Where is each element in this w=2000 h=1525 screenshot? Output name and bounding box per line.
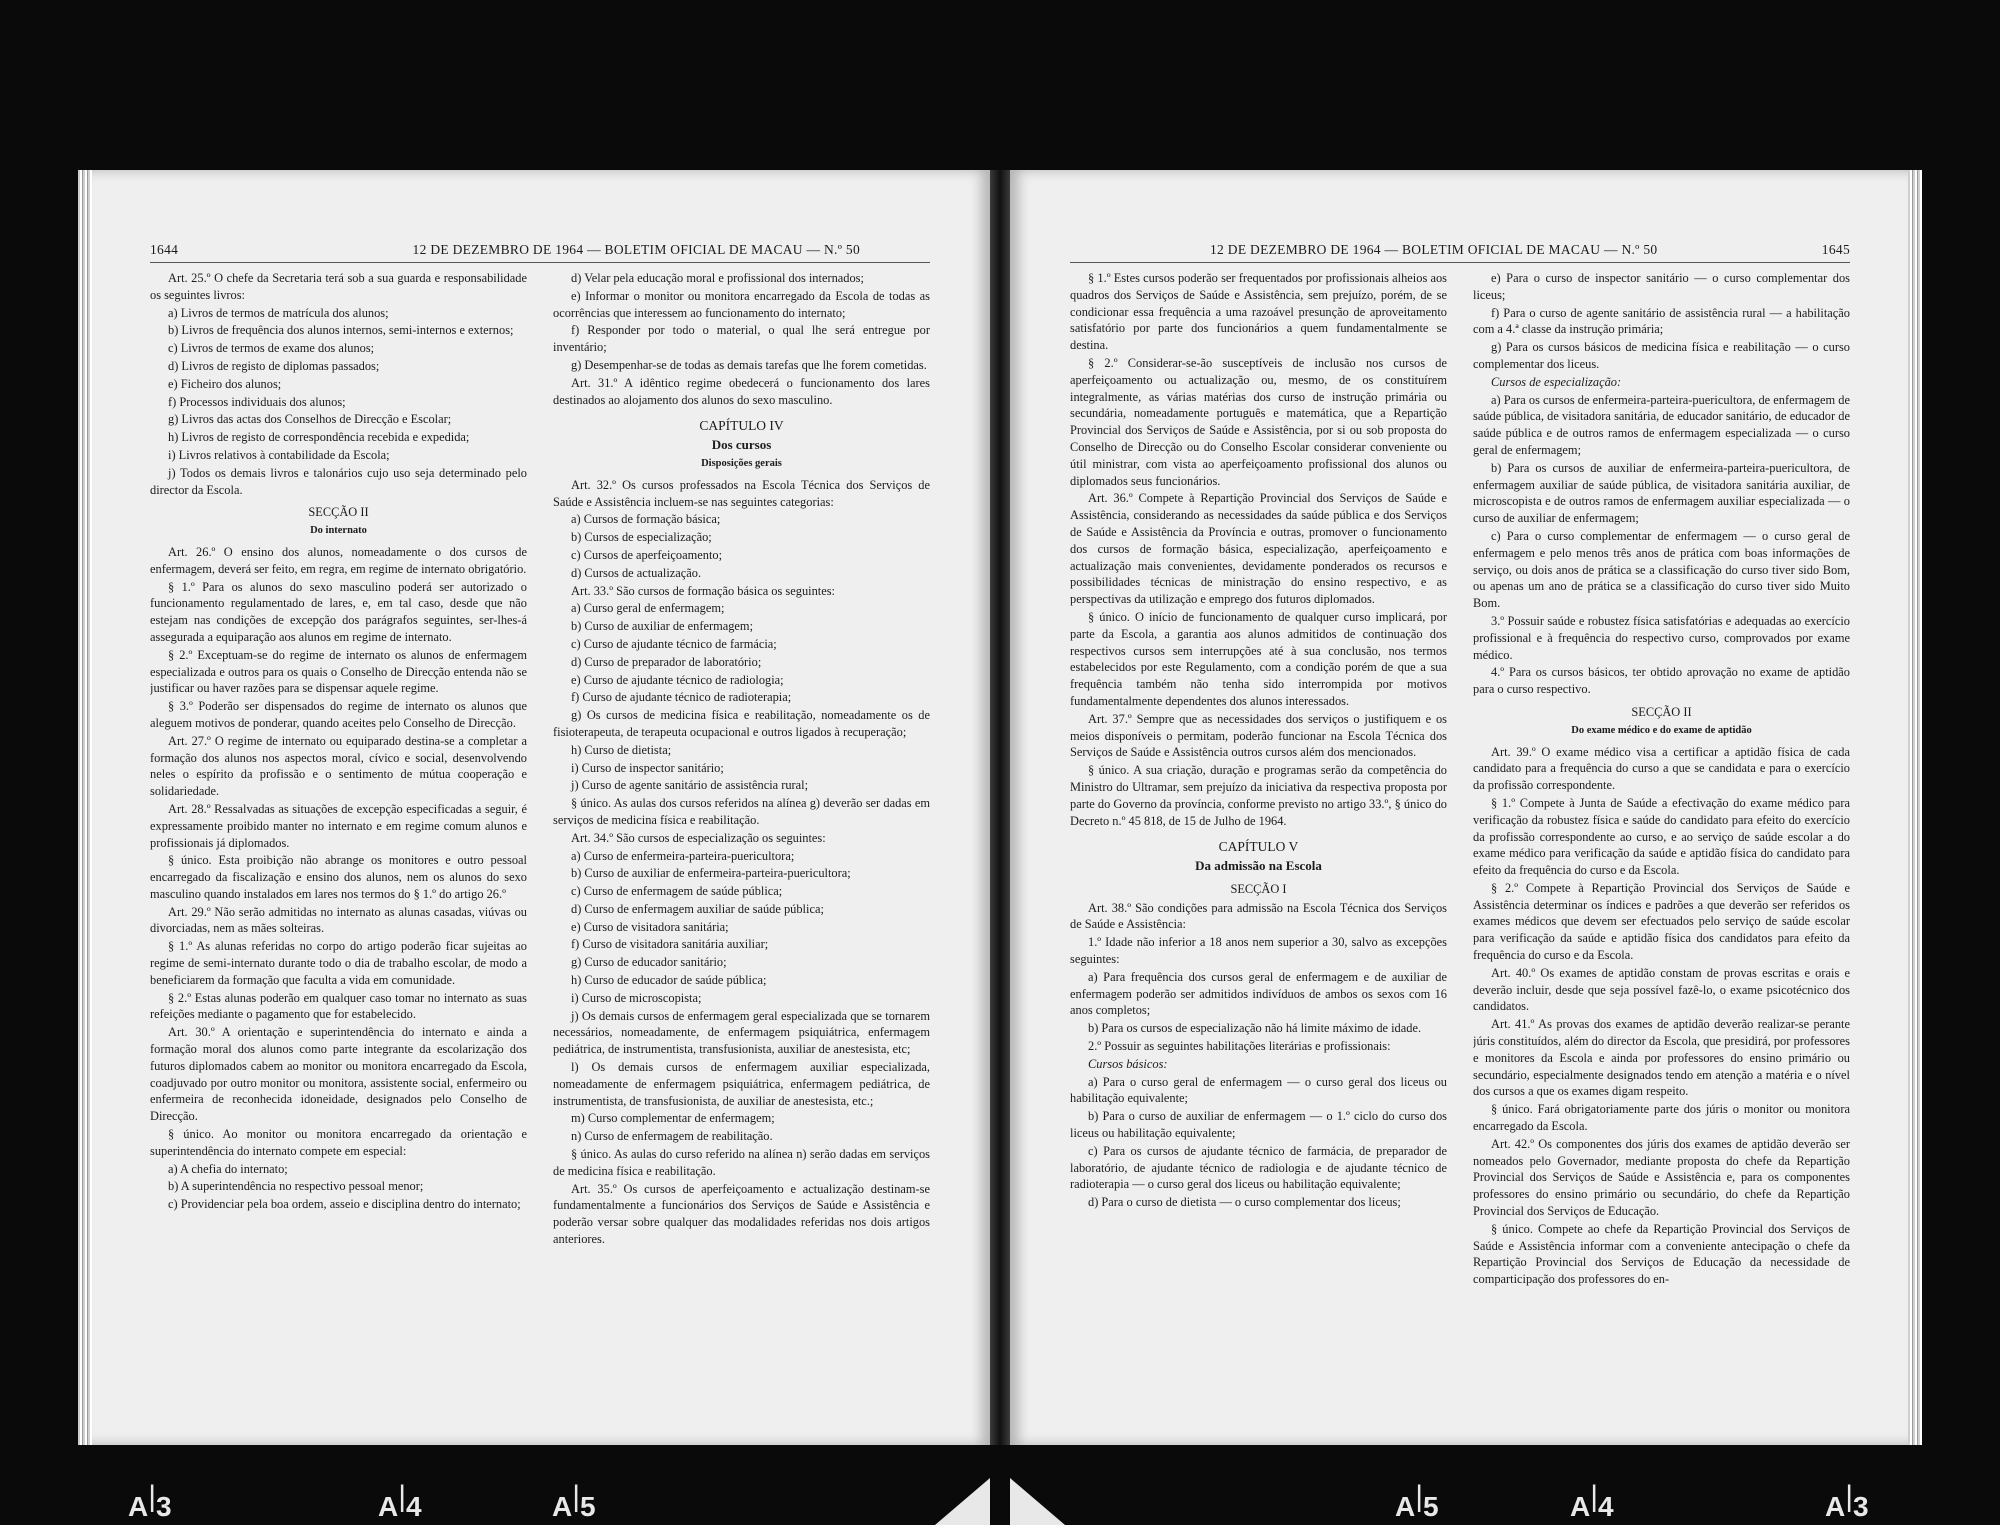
section-heading: Dos cursos bbox=[711, 437, 772, 453]
film-marker: A|3 bbox=[128, 1480, 172, 1522]
paragraph: h) Curso de educador de saúde pública; bbox=[571, 973, 767, 988]
paragraph: b) Para os cursos de especialização não há limite máximo de idade. bbox=[1088, 1021, 1422, 1036]
section-heading: Cursos básicos: bbox=[1088, 1056, 1168, 1071]
paragraph: g) Livros das actas dos Conselhos de Direcção e Escolar; bbox=[168, 412, 452, 427]
header-rule bbox=[150, 262, 930, 263]
page-edge bbox=[78, 170, 92, 1445]
paragraph: Art. 35.º Os cursos de aperfeiçoamento e actualização destinam-se fundamentalmente a funcionários dos Serviços de Saúde e Assistência e poderão versar sobre qualquer das modalidades referidas nos dois artigos anteriores. bbox=[553, 1181, 930, 1247]
paragraph: 1.º Idade não inferior a 18 anos nem superior a 30, salvo as excepções seguintes: bbox=[1070, 935, 1447, 967]
section-heading: Do exame médico e do exame de aptidão bbox=[1571, 724, 1752, 736]
paragraph: b) Para o curso de auxiliar de enfermagem — o 1.º ciclo do curso dos liceus ou habilitação equivalente; bbox=[1070, 1109, 1447, 1141]
paragraph: d) Curso de enfermagem auxiliar de saúde pública; bbox=[571, 901, 824, 916]
book-gutter bbox=[990, 170, 1010, 1445]
paragraph: § único. Esta proibição não abrange os monitores e outro pessoal encarregado da fiscalização e ensino dos alunos, nem os alunos do sexo masculino quando instalados em lares nos termos do § 1.º do artigo 26.º bbox=[150, 853, 527, 901]
paragraph: e) Curso de visitadora sanitária; bbox=[571, 919, 729, 934]
header-rule bbox=[1070, 262, 1850, 263]
paragraph: Art. 31.º A idêntico regime obedecerá o funcionamento dos lares destinados ao alojamento dos alunos do sexo masculino. bbox=[553, 375, 930, 407]
paragraph: h) Curso de dietista; bbox=[571, 742, 672, 757]
paragraph: Art. 42.º Os componentes dos júris dos exames de aptidão deverão ser nomeados pelo Governador, mediante proposta do chefe da Repartição Provincial dos Serviços de Saúde e Assistência e, para os componentes professores do ensino primário ou secundário, do chefe da Repartição Provincial dos Serviços de Educação. bbox=[1473, 1136, 1850, 1219]
paragraph: a) Curso geral de enfermagem; bbox=[571, 601, 725, 616]
running-header: 12 DE DEZEMBRO DE 1964 — BOLETIM OFICIAL DE MACAU — N.º 50 bbox=[412, 242, 860, 257]
paragraph: § 2.º Exceptuam-se do regime de internato os alunos de enfermagem especializada e outros para os quais o Conselho de Direcção entenda não se justificar ou haver razões para se dispensar aquele regime. bbox=[150, 647, 527, 696]
paragraph: i) Curso de inspector sanitário; bbox=[571, 760, 724, 775]
paragraph: Art. 38.º São condições para admissão na Escola Técnica dos Serviços de Saúde e Assistência: bbox=[1070, 900, 1447, 932]
paragraph: a) Para os cursos de enfermeira-parteira-puericultora, de enfermagem de saúde pública, de visitadora sanitária, de educador sanitário, de educador de saúde pública e de outros ramos de enfermagem especializada — o curso geral de enfermagem; bbox=[1473, 392, 1850, 457]
paragraph: f) Responder por todo o material, o qual lhe será entregue por inventário; bbox=[553, 323, 930, 355]
paragraph: Art. 36.º Compete à Repartição Provincial dos Serviços de Saúde e Assistência, considerando as necessidades da saúde pública e dos Serviços de Saúde e Assistência da Província e outras, promover o funcionamento dos cursos de formação básica, especialização, aperfeiçoamento e actualização mais convenientes, devidamente ponderados os recursos e possibilidades técnicas de ministração do ensino respectivo, e as perspectivas da utilização e emprego dos futuros diplomados. bbox=[1070, 491, 1447, 607]
paragraph: a) A chefia do internato; bbox=[168, 1161, 288, 1176]
paragraph: Art. 33.º São cursos de formação básica os seguintes: bbox=[571, 583, 835, 598]
left-page bbox=[90, 170, 990, 1445]
section-heading: SECÇÃO II bbox=[1631, 704, 1692, 719]
page-number: 1644 bbox=[150, 242, 179, 257]
paragraph: j) Todos os demais livros e talonários cujo uso seja determinado pelo director da Escola. bbox=[150, 465, 527, 497]
film-marker: A|4 bbox=[1570, 1480, 1614, 1522]
paragraph: f) Processos individuais dos alunos; bbox=[168, 394, 346, 409]
paragraph: d) Livros de registo de diplomas passados; bbox=[168, 358, 380, 373]
paragraph: § 2.º Compete à Repartição Provincial dos Serviços de Saúde e Assistência determinar os índices e padrões a que deverão ser referidos os exames médicos que devem ser efectuados pelo serviço de saúde escolar para verificação da saúde e aptidão física dos candidatos para efeito da frequência do curso e da Escola. bbox=[1473, 880, 1850, 963]
paragraph: i) Livros relativos à contabilidade da Escola; bbox=[168, 447, 390, 462]
paragraph: c) Providenciar pela boa ordem, asseio e disciplina dentro do internato; bbox=[168, 1197, 521, 1212]
paragraph: b) Curso de auxiliar de enfermagem; bbox=[571, 619, 754, 634]
left-page-column-1 bbox=[150, 270, 527, 1385]
section-heading: Do internato bbox=[310, 525, 367, 537]
paragraph: § único. As aulas do curso referido na alínea n) serão dadas em serviços de medicina física e reabilitação. bbox=[553, 1147, 930, 1178]
paragraph: b) Para os cursos de auxiliar de enfermeira-parteira-puericultora, de enfermagem auxiliar de saúde pública, de visitadora sanitária auxiliar, de microscopista e de outros ramos de enfermagem auxiliar especializada — o curso de auxiliar de enfermagem; bbox=[1473, 460, 1850, 526]
paragraph: Art. 30.º A orientação e superintendência do internato e ainda a formação moral dos alunos como parte integrante da escolarização dos futuros diplomados cabem ao monitor ou monitora encarregado da Escola, coadjuvado por outro monitor ou monitora, assistente social, enfermeiro ou enfermeira de reconhecida idoneidade, designados pelo Conselho de Direcção. bbox=[150, 1025, 527, 1124]
paragraph: § 1.º As alunas referidas no corpo do artigo poderão ficar sujeitas ao regime de semi-internato durante todo o dia de trabalho escolar, de modo a beneficiarem da formação que faculta a vida em comunidade. bbox=[150, 939, 527, 987]
paragraph: Art. 27.º O regime de internato ou equiparado destina-se a completar a formação dos alunos nos aspectos moral, cívico e social, desenvolvendo neles o espírito da profissão e o sentimento de mútua cooperação e solidariedade. bbox=[150, 733, 527, 799]
paragraph: § 1.º Para os alunos do sexo masculino poderá ser autorizado o funcionamento regulamentado de lares, e, em tal caso, desde que não estejam nas condições de excepção dos parágrafos seguintes, ser-lhes-á assegurada a equiparação aos alunos em regime de internato. bbox=[150, 579, 527, 644]
paragraph: f) Para o curso de agente sanitário de assistência rural — a habilitação com a 4.ª classe da instrução primária; bbox=[1473, 305, 1850, 337]
paragraph: a) Para o curso geral de enfermagem — o curso geral dos liceus ou habilitação equivalente; bbox=[1070, 1074, 1447, 1106]
paragraph: b) Curso de auxiliar de enfermeira-parteira-puericultora; bbox=[571, 866, 851, 881]
paragraph: c) Para o curso complementar de enfermagem — o curso geral de enfermagem e pelo menos três anos de prática com boas informações de serviço, ou dois anos de prática se a classificação do curso tiver sido Bom, ou apenas um ano de prática se a classificação do curso tiver sido Muito Bom. bbox=[1473, 528, 1850, 611]
paragraph: Art. 41.º As provas dos exames de aptidão deverão realizar-se perante júris constituídos, além do director da Escola, que presidirá, por professores e monitores da Escola e ainda por professores do ensino primário ou secundário, especialmente designados tendo em atenção a matéria e o nível dos cursos a que os exames digam respeito. bbox=[1473, 1017, 1850, 1099]
paragraph: a) Cursos de formação básica; bbox=[571, 512, 721, 527]
paragraph: g) Para os cursos básicos de medicina física e reabilitação — o curso complementar dos liceus. bbox=[1473, 340, 1850, 371]
paragraph: c) Cursos de aperfeiçoamento; bbox=[571, 547, 723, 562]
paragraph: b) Livros de frequência dos alunos internos, semi-internos e externos; bbox=[168, 323, 514, 338]
right-page bbox=[1010, 170, 1910, 1445]
paragraph: j) Curso de agente sanitário de assistência rural; bbox=[571, 778, 809, 793]
paragraph: j) Os demais cursos de enfermagem geral especializada que se tornarem necessários, nomeadamente, de enfermagem psiquiátrica, enfermagem pediátrica, de instrumentista, transfusionista, auxiliar de anestesista, etc; bbox=[553, 1008, 930, 1057]
paragraph: § único. O início de funcionamento de qualquer curso implicará, por parte da Escola, a garantia aos alunos admitidos de continuação dos respectivos cursos sem interrupções até à sua conclusão, nos termos estabelecidos por este Regulamento, com a condição porém de que a sua frequência também não tenha sido interrompida por motivos fundamentalmente dependentes dos alunos interessados. bbox=[1070, 609, 1447, 708]
section-heading: SECÇÃO I bbox=[1230, 881, 1287, 896]
paragraph: e) Curso de ajudante técnico de radiologia; bbox=[571, 672, 784, 687]
paragraph: Art. 26.º O ensino dos alunos, nomeadamente o dos cursos de enfermagem, deverá ser feito, em regra, em regime de internato obrigatório. bbox=[150, 544, 527, 576]
paragraph: c) Curso de ajudante técnico de farmácia; bbox=[571, 636, 777, 651]
paragraph: § 1.º Estes cursos poderão ser frequentados por profissionais alheios aos quadros dos Serviços de Saúde e Assistência, sem prejuízo, porém, de se condicionar essa frequência a uma razoável presunção de aproveitamento satisfatório por parte dos funcionários a quem fundamentalmente se destina. bbox=[1070, 271, 1447, 353]
paragraph: f) Curso de ajudante técnico de radioterapia; bbox=[571, 690, 792, 705]
paragraph: c) Livros de termos de exame dos alunos; bbox=[168, 341, 375, 356]
paragraph: c) Curso de enfermagem de saúde pública; bbox=[571, 884, 783, 899]
paragraph: a) Livros de termos de matrícula dos alunos; bbox=[168, 305, 389, 320]
paragraph: a) Para frequência dos cursos geral de enfermagem e de auxiliar de enfermagem poderão ser admitidos indivíduos de ambos os sexos com 16 anos completos; bbox=[1070, 969, 1447, 1018]
paragraph: Art. 29.º Não serão admitidas no internato as alunas casadas, viúvas ou divorciadas, nem as mães solteiras. bbox=[150, 904, 527, 936]
film-marker: A|3 bbox=[1825, 1480, 1869, 1522]
paragraph: g) Os cursos de medicina física e reabilitação, nomeadamente os de fisioterapeuta, de terapeuta ocupacional e outros ligados à recuperação; bbox=[553, 708, 930, 739]
paragraph: Art. 28.º Ressalvadas as situações de excepção especificadas a seguir, é expressamente proibido manter no internato e em regime comum alunos e profissionais já diplomados. bbox=[150, 801, 527, 850]
paragraph: b) A superintendência no respectivo pessoal menor; bbox=[168, 1179, 424, 1194]
paragraph: g) Curso de educador sanitário; bbox=[571, 955, 727, 970]
paragraph: a) Curso de enfermeira-parteira-puericultora; bbox=[571, 848, 795, 863]
paragraph: d) Curso de preparador de laboratório; bbox=[571, 654, 762, 669]
film-marker: A|5 bbox=[552, 1480, 596, 1522]
paragraph: e) Para o curso de inspector sanitário — o curso complementar dos liceus; bbox=[1473, 271, 1850, 302]
page-edge bbox=[1908, 170, 1922, 1445]
paragraph: § único. A sua criação, duração e programas serão da competência do Ministro do Ultramar, sem prejuízo da iniciativa da respectiva proposta por parte do Governo da província, conforme previsto no artigo 33.º, § único do Decreto n.º 45 818, de 15 de Julho de 1964. bbox=[1070, 763, 1447, 828]
paragraph: § 2.º Estas alunas poderão em qualquer caso tomar no internato as suas refeições mediante o pagamento que for estabelecido. bbox=[150, 990, 527, 1022]
paragraph: i) Curso de microscopista; bbox=[571, 990, 702, 1005]
paragraph: § único. Fará obrigatoriamente parte dos júris o monitor ou monitora encarregado da Escola. bbox=[1473, 1102, 1850, 1134]
film-arrow-right bbox=[1010, 1478, 1065, 1525]
paragraph: § único. Ao monitor ou monitora encarregado da orientação e superintendência do internato compete em especial: bbox=[150, 1127, 527, 1158]
section-heading: CAPÍTULO IV bbox=[699, 418, 784, 434]
paragraph: m) Curso complementar de enfermagem; bbox=[571, 1111, 775, 1126]
paragraph: b) Cursos de especialização; bbox=[571, 530, 712, 545]
section-heading: Disposições gerais bbox=[701, 457, 782, 469]
paragraph: Art. 40.º Os exames de aptidão constam de provas escritas e orais e deverão incluir, desde que seja possível fazê-lo, o exame psicotécnico dos candidatos. bbox=[1473, 965, 1850, 1014]
paragraph: d) Cursos de actualização. bbox=[571, 565, 702, 580]
paragraph: 4.º Para os cursos básicos, ter obtido aprovação no exame de aptidão para o curso respectivo. bbox=[1473, 665, 1850, 697]
paragraph: l) Os demais cursos de enfermagem auxiliar especializada, nomeadamente de enfermagem psiquiátrica, enfermagem pediátrica, de instrumentista, de transfusionista, de auxiliar de anestesista, etc.; bbox=[553, 1060, 930, 1108]
section-heading: Da admissão na Escola bbox=[1195, 858, 1322, 874]
paragraph: 3.º Possuir saúde e robustez física satisfatórias e adequadas ao exercício profissional e à frequência do respectivo curso, comprovados por exame médico. bbox=[1473, 613, 1850, 662]
paragraph: Art. 25.º O chefe da Secretaria terá sob a sua guarda e responsabilidade os seguintes livros: bbox=[150, 271, 527, 302]
section-heading: SECÇÃO II bbox=[308, 505, 369, 520]
paragraph: Art. 39.º O exame médico visa a certificar a aptidão física de cada candidato para a frequência do curso a que se candidata e para o exercício da profissão correspondente. bbox=[1473, 744, 1850, 793]
paragraph: Art. 32.º Os cursos professados na Escola Técnica dos Serviços de Saúde e Assistência incluem-se nas seguintes categorias: bbox=[553, 477, 930, 509]
paragraph: e) Informar o monitor ou monitora encarregado da Escola de todas as ocorrências que interessem ao funcionamento do internato; bbox=[553, 288, 930, 320]
film-marker: A|5 bbox=[1395, 1480, 1439, 1522]
paragraph: h) Livros de registo de correspondência recebida e expedida; bbox=[168, 430, 470, 445]
paragraph: § 2.º Considerar-se-ão susceptíveis de inclusão nos cursos de aperfeiçoamento ou actualização ou, mesmo, de os constituírem integralmente, as várias matérias dos curso de instrução primária ou secundária, nomeadamente português e matemática, que a Repartição Provincial dos Serviços de Saúde e Assistência, por si ou sob proposta do Conselho de Direcção ou do Conselho Escolar considerar conveniente ou útil ministrar, com vista ao aperfeiçoamento profissional dos alunos ou diplomados seus funcionários. bbox=[1070, 355, 1447, 488]
paragraph: § 1.º Compete à Junta de Saúde a efectivação do exame médico para verificação da robustez física e saúde do candidato para efeito do exercício da profissão correspondente ao curso, e ao serviço de saúde escolar a do exame médico para verificação da saúde e aptidão física do candidato para efeito da frequência do curso e da Escola. bbox=[1473, 795, 1850, 878]
section-heading: CAPÍTULO V bbox=[1218, 839, 1299, 855]
paragraph: d) Para o curso de dietista — o curso complementar dos liceus; bbox=[1088, 1195, 1401, 1210]
paragraph: 2.º Possuir as seguintes habilitações literárias e profissionais: bbox=[1088, 1039, 1391, 1054]
paragraph: g) Desempenhar-se de todas as demais tarefas que lhe forem cometidas. bbox=[571, 357, 927, 372]
paragraph: f) Curso de visitadora sanitária auxiliar; bbox=[571, 937, 769, 952]
section-heading: Cursos de especialização: bbox=[1491, 374, 1622, 389]
right-page-column-2 bbox=[1473, 270, 1850, 1385]
film-arrow-left bbox=[935, 1478, 990, 1525]
running-header: 12 DE DEZEMBRO DE 1964 — BOLETIM OFICIAL DE MACAU — N.º 50 bbox=[1210, 242, 1658, 257]
paragraph: d) Velar pela educação moral e profissional dos internados; bbox=[571, 271, 864, 285]
paragraph: § único. As aulas dos cursos referidos na alínea g) deverão ser dadas em serviços de medicina física e reabilitação. bbox=[553, 796, 930, 827]
paragraph: e) Ficheiro dos alunos; bbox=[168, 376, 282, 391]
right-page-column-1 bbox=[1070, 270, 1447, 1385]
paragraph: c) Para os cursos de ajudante técnico de farmácia, de preparador de laboratório, de ajudante técnico de radiologia e de ajudante técnico de radioterapia — o curso geral dos liceus ou habilitação equivalente; bbox=[1070, 1143, 1447, 1192]
film-marker: A|4 bbox=[378, 1480, 422, 1522]
paragraph: § 3.º Poderão ser dispensados do regime de internato os alunos que aleguem motivos de ponderar, quando aceites pelo Conselho de Direcção. bbox=[150, 699, 527, 730]
page-number: 1645 bbox=[1821, 242, 1850, 257]
left-page-column-2 bbox=[553, 270, 930, 1385]
paragraph: § único. Compete ao chefe da Repartição Provincial dos Serviços de Saúde e Assistência informar com a conveniente antecipação o chefe da Repartição Provincial dos Serviços de Educação da necessidade de comparticipação dos professores do en- bbox=[1473, 1221, 1850, 1287]
paragraph: Art. 34.º São cursos de especialização os seguintes: bbox=[571, 830, 826, 845]
paragraph: Art. 37.º Sempre que as necessidades dos serviços o justifiquem e os meios disponíveis o permitam, poderão funcionar na Escola Técnica dos Serviços de Saúde e Assistência outros cursos além dos mencionados. bbox=[1070, 711, 1447, 760]
paragraph: n) Curso de enfermagem de reabilitação. bbox=[571, 1129, 773, 1144]
